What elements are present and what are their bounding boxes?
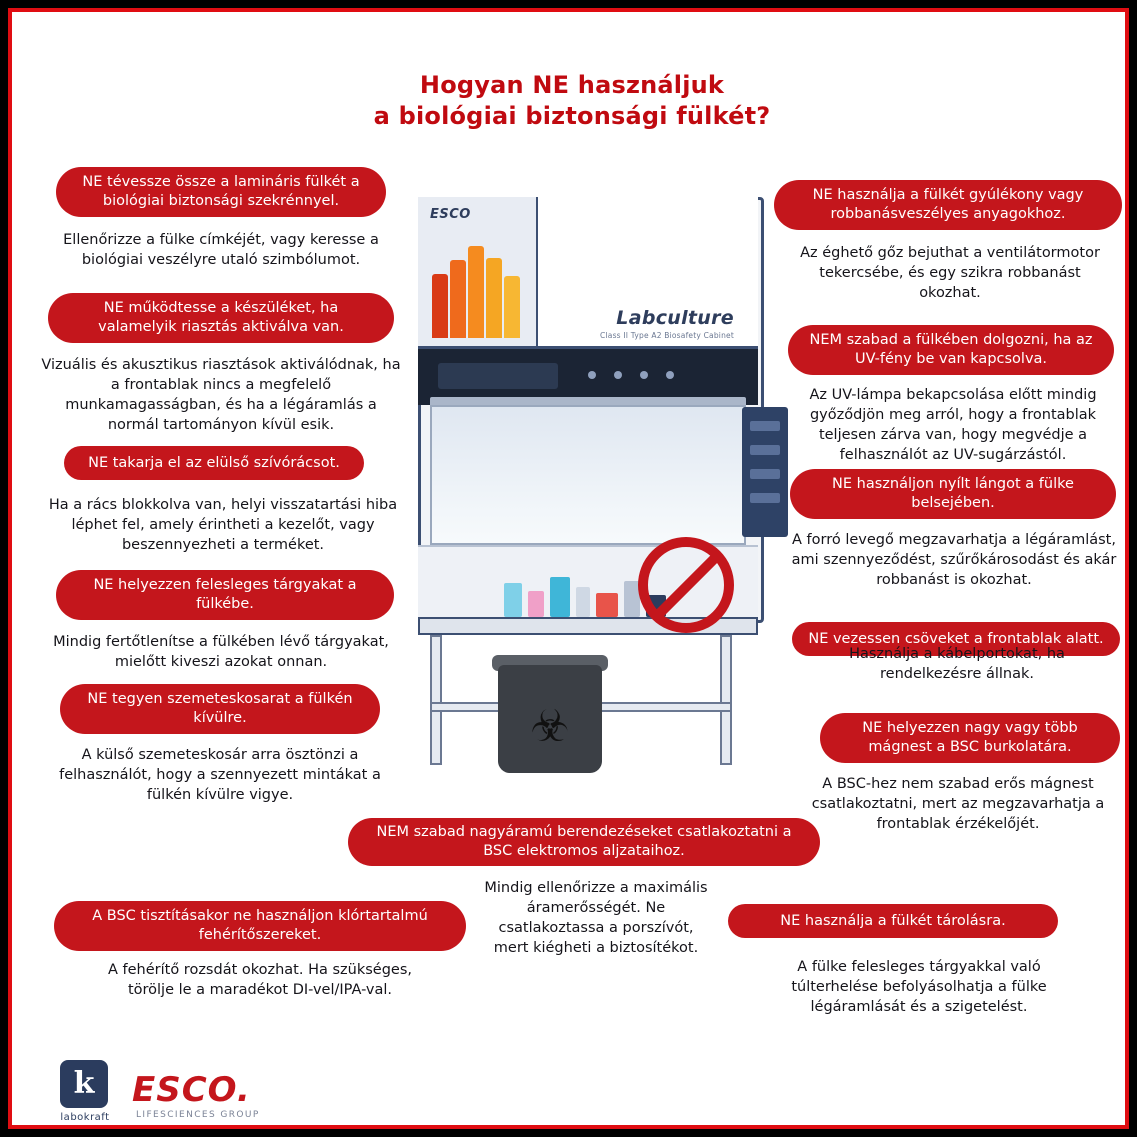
airflow-bar-5: [504, 276, 520, 338]
warning-body-left-2: Vizuális és akusztikus riasztások aktiválódnak, ha a frontablak nincs a megfelelő munkamagasságban, és ha a légáramlás a normál tartományon kívül esik.: [41, 357, 401, 433]
cabinet-side-service-panel: [742, 407, 788, 537]
bottle-1: [550, 577, 570, 617]
poster-inner: [12, 12, 1125, 1125]
control-indicator-3: [640, 371, 648, 379]
control-indicator-4: [666, 371, 674, 379]
title-line-2: a biológiai biztonsági fülkét?: [373, 102, 771, 130]
warning-body-right-4: Használja a kábelportokat, ha rendelkezésre állnak.: [849, 646, 1065, 682]
warning-body-bottom-2: A fehérítő rozsdát okozhat. Ha szükséges, törölje le a maradékot DI-vel/IPA-val.: [107, 962, 412, 998]
cabinet-filter-graphic: [418, 197, 538, 346]
warning-pill-right-2: NEM szabad a fülkében dolgozni, ha az UV-fény be van kapcsolva.: [788, 325, 1114, 375]
warning-pill-bottom-1: NEM szabad nagyáramú berendezéseket csatlakoztatni a BSC elektromos aljzataihoz.: [348, 818, 820, 866]
labokraft-logo-mark: k: [60, 1060, 108, 1108]
esco-brand-mark: ESCO: [430, 207, 471, 222]
title-line-1: Hogyan NE használjuk: [419, 71, 725, 99]
page-title: [292, 70, 852, 132]
warning-pill-right-5: NE helyezzen nagy vagy több mágnest a BSC burkolatára.: [820, 713, 1120, 763]
labokraft-logo-text: labokraft: [60, 1112, 110, 1123]
cabinet-brand-label: [600, 307, 734, 340]
warning-pill-left-1: NE tévessze össze a lamináris fülkét a biológiai biztonsági szekrénnyel.: [56, 167, 386, 217]
cabinet-upper-housing: [418, 197, 758, 349]
cabinet-leg-right: [720, 635, 732, 765]
warning-pill-right-4: NE vezessen csöveket a frontablak alatt.: [792, 622, 1120, 656]
cabinet-leg-left: [430, 635, 442, 765]
warning-pill-right-1: NE használja a fülkét gyúlékony vagy robbanásveszélyes anyagokhoz.: [774, 180, 1122, 230]
biohazard-icon: ☣: [530, 701, 570, 752]
poster-frame: [8, 8, 1129, 1129]
warning-body-left-5: A külső szemeteskosár arra ösztönzi a felhasználót, hogy a szennyezett mintákat a fülkén kívülre vigye.: [59, 747, 381, 803]
side-panel-slot-4: [750, 493, 780, 503]
tube-rack: [576, 587, 590, 617]
biosafety-cabinet-illustration: [400, 197, 780, 797]
warning-body-left-3: Ha a rács blokkolva van, helyi visszatartási hiba léphet fel, amely érintheti a kezelőt, vagy beszennyezheti a terméket.: [48, 497, 398, 553]
beaker-1: [596, 593, 618, 617]
airflow-bar-3: [468, 246, 484, 338]
cabinet-control-display: [438, 363, 558, 389]
esco-logo-subtitle: LIFESCIENCES GROUP: [136, 1110, 260, 1120]
warning-pill-left-4: NE helyezzen felesleges tárgyakat a fülkébe.: [56, 570, 394, 620]
cabinet-brand-subtitle: Class II Type A2 Biosafety Cabinet: [600, 331, 734, 340]
warning-pill-left-5: NE tegyen szemeteskosarat a fülkén kívülre.: [60, 684, 380, 734]
flask-1: [504, 583, 522, 617]
cabinet-front-window: [430, 405, 746, 545]
airflow-bar-1: [432, 274, 448, 338]
flask-2: [528, 591, 544, 617]
warning-body-right-1: Az éghető gőz bejuthat a ventilátormotor tekercsébe, és egy szikra robbanást okozhat.: [800, 245, 1100, 301]
warning-pill-left-3: NE takarja el az elülső szívórácsot.: [64, 446, 364, 480]
airflow-bar-4: [486, 258, 502, 338]
warning-body-right-5: A BSC-hez nem szabad erős mágnest csatlakoztatni, mert az megzavarhatja a frontablak érzékelőjét.: [811, 776, 1105, 832]
warning-pill-right-3: NE használjon nyílt lángot a fülke belsejében.: [790, 469, 1116, 519]
prohibited-icon: [638, 537, 734, 633]
warning-pill-bottom-2: A BSC tisztításakor ne használjon klórtartalmú fehérítőszereket.: [54, 901, 466, 951]
warning-body-left-1: Ellenőrizze a fülke címkéjét, vagy keresse a biológiai veszélyre utaló szimbólumot.: [63, 232, 379, 268]
warning-pill-left-2: NE működtesse a készüléket, ha valamelyik riasztás aktiválva van.: [48, 293, 394, 343]
warning-pill-bottom-3: NE használja a fülkét tárolásra.: [728, 904, 1058, 938]
warning-body-right-2: Az UV-lámpa bekapcsolása előtt mindig győződjön meg arról, hogy a frontablak teljesen zárva van, hogy megvédje a felhasználót az UV-sugárzástól.: [809, 387, 1097, 463]
side-panel-slot-2: [750, 445, 780, 455]
warning-body-bottom-1: Mindig ellenőrizze a maximális áramerősségét. Ne csatlakoztassa a porszívót, mert kiégheti a biztosítékot.: [484, 880, 708, 956]
cabinet-brand-name: Labculture: [616, 307, 734, 329]
side-panel-slot-1: [750, 421, 780, 431]
warning-body-bottom-3: A fülke felesleges tárgyakkal való túlterhelése befolyásolhatja a fülke légáramlását és a szigetelést.: [791, 959, 1047, 1015]
control-indicator-2: [614, 371, 622, 379]
esco-logo: ESCO.: [132, 1070, 251, 1110]
control-indicator-1: [588, 371, 596, 379]
airflow-bar-2: [450, 260, 466, 338]
warning-body-right-3: A forró levegő megzavarhatja a légáramlást, ami szennyeződést, szűrőkárosodást és akár robbanást is okozhat.: [791, 532, 1117, 588]
side-panel-slot-3: [750, 469, 780, 479]
warning-body-left-4: Mindig fertőtlenítse a fülkében lévő tárgyakat, mielőtt kiveszi azokat onnan.: [53, 634, 389, 670]
